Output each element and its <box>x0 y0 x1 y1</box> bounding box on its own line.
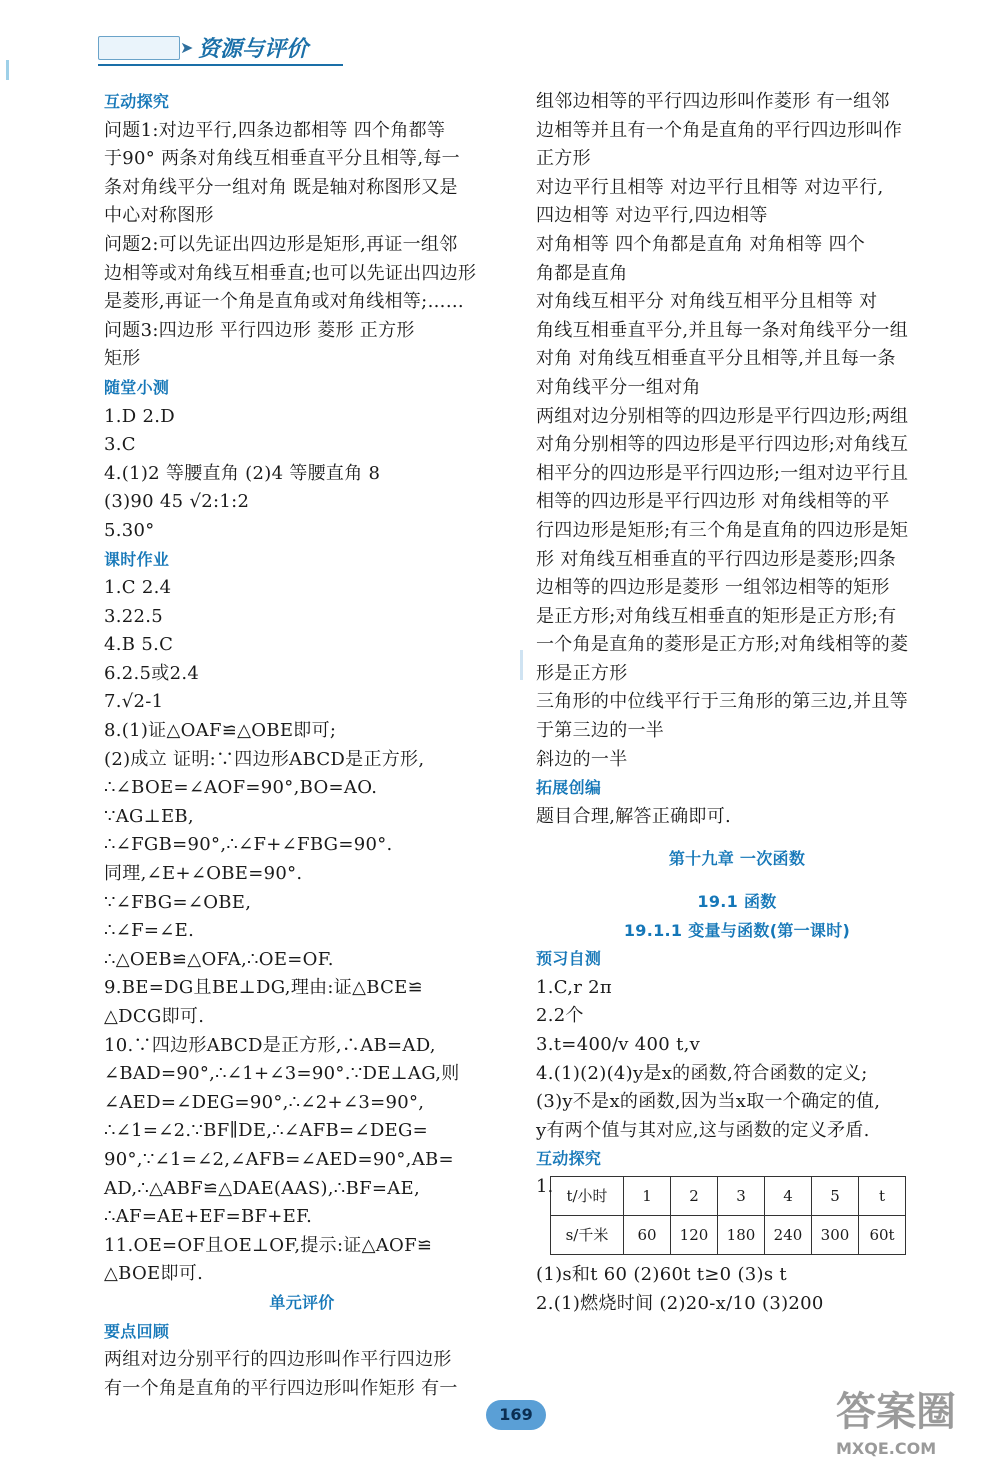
text-line: 6.2.5或2.4 <box>104 662 200 684</box>
text-line: 形 对角线互相垂直的平行四边形是菱形;四条 <box>536 548 897 570</box>
header-decor-box <box>98 36 180 60</box>
table-cell: 240 <box>765 1215 812 1254</box>
section-heading: 课时作业 <box>104 549 170 569</box>
text-line: ∴∠FGB=90°,∴∠F+∠FBG=90°. <box>104 834 393 856</box>
text-line: 两组对边分别平行的四边形叫作平行四边形 <box>104 1349 452 1371</box>
chapter-heading: 第十九章 一次函数 <box>668 849 806 869</box>
text-line: 行四边形是矩形;有三个角是直角的四边形是矩 <box>536 519 909 541</box>
table-cell: 120 <box>671 1215 718 1254</box>
spacer <box>536 874 938 888</box>
arrow-icon: ➤ <box>180 38 194 57</box>
text-line: 相等的四边形是平行四边形 对角线相等的平 <box>536 491 890 513</box>
page-header <box>98 30 348 68</box>
text-line: 两组对边分别相等的四边形是平行四边形;两组 <box>536 405 909 427</box>
table-cell: 4 <box>765 1176 812 1215</box>
text-line: 对角分别相等的四边形是平行四边形;对角线互 <box>536 434 909 456</box>
text-line: ∵AG⊥EB, <box>104 805 194 827</box>
chapter-heading: 19.1 函数 <box>697 892 777 912</box>
table-cell: 2 <box>671 1176 718 1215</box>
text-line: ∠AED=∠DEG=90°,∴∠2+∠3=90°, <box>104 1091 425 1113</box>
text-line: ∴∠1=∠2.∵BF∥DE,∴∠AFB=∠DEG= <box>104 1120 429 1142</box>
text-line: △BOE即可. <box>104 1263 204 1285</box>
watermark-url: MXQE.COM <box>836 1439 937 1458</box>
text-line: 一个角是直角的菱形是正方形;对角线相等的菱 <box>536 634 909 656</box>
column-divider-mark <box>520 650 523 680</box>
watermark-logo: 答案圈 <box>836 1389 956 1435</box>
text-line: 题目合理,解答正确即可. <box>536 805 732 827</box>
text-line: 11.OE=OF且OE⊥OF,提示:证△AOF≌ <box>104 1234 433 1256</box>
watermark <box>836 1380 986 1470</box>
table-cell: t <box>859 1176 906 1215</box>
text-line: y有两个值与其对应,这与函数的定义矛盾. <box>536 1119 870 1141</box>
chapter-heading: 单元评价 <box>269 1292 335 1312</box>
header-rule <box>98 64 343 66</box>
text-line: 90°,∵∠1=∠2,∠AFB=∠AED=90°,AB= <box>104 1148 454 1170</box>
text-line: 4.(1)(2)(4)y是x的函数,符合函数的定义; <box>536 1062 868 1084</box>
text-line: 边相等并且有一个角是直角的平行四边形叫作 <box>536 119 902 141</box>
left-column <box>104 88 500 1403</box>
text-line: 是正方形;对角线互相垂直的矩形是正方形;有 <box>536 605 897 627</box>
table-row <box>551 1215 906 1254</box>
table-cell: 60t <box>859 1215 906 1254</box>
text-line: 角线互相垂直平分,并且每一条对角线平分一组 <box>536 319 909 341</box>
text-line: 正方形 <box>536 148 591 170</box>
text-line: 问题1:对边平行,四条边都相等 四个角都等 <box>104 119 446 141</box>
table-cell: 300 <box>812 1215 859 1254</box>
text-line: 对角线互相平分 对角线互相平分且相等 对 <box>536 291 878 313</box>
text-line: 有一个角是直角的平行四边形叫作矩形 有一 <box>104 1377 458 1399</box>
text-line: 对角相等 四个角都是直角 对角相等 四个 <box>536 233 866 255</box>
header-title: 资源与评价 <box>198 37 309 62</box>
right-column <box>536 88 938 1318</box>
text-line: 斜边的一半 <box>536 748 628 770</box>
text-line: 三角形的中位线平行于三角形的第三边,并且等 <box>536 691 909 713</box>
text-line: 问题2:可以先证出四边形是矩形,再证一组邻 <box>104 233 458 255</box>
text-line: 于90° 两条对角线互相垂直平分且相等,每一 <box>104 148 460 170</box>
text-line: 是菱形,再证一个角是直角或对角线相等;…… <box>104 291 465 313</box>
text-line: 4.(1)2 等腰直角 (2)4 等腰直角 8 <box>104 462 381 484</box>
text-line: 1.D 2.D <box>104 405 176 427</box>
section-heading: 互动探究 <box>536 1149 602 1169</box>
text-line: 同理,∠E+∠OBE=90°. <box>104 863 303 885</box>
text-line: 1.C 2.4 <box>104 577 172 599</box>
text-line: 对角 对角线互相垂直平分且相等,并且每一条 <box>536 348 896 370</box>
text-line: 边相等或对角线互相垂直;也可以先证出四边形 <box>104 262 477 284</box>
text-line: 矩形 <box>104 348 141 370</box>
text-line: (2)成立 证明:∵四边形ABCD是正方形, <box>104 748 425 770</box>
text-line: 于第三边的一半 <box>536 720 665 742</box>
text-line: AD,∴△ABF≌△DAE(AAS),∴BF=AE, <box>104 1177 421 1199</box>
text-line: 边相等的四边形是菱形 一组邻边相等的矩形 <box>536 577 890 599</box>
text-line: 3.C <box>104 434 136 456</box>
section-heading: 拓展创编 <box>536 778 602 798</box>
text-line: 2.(1)燃烧时间 (2)20-x/10 (3)200 <box>536 1292 824 1314</box>
table-row <box>551 1176 906 1215</box>
text-line: 角都是直角 <box>536 262 628 284</box>
chapter-heading: 19.1.1 变量与函数(第一课时) <box>623 920 851 940</box>
table-cell: 5 <box>812 1176 859 1215</box>
text-line: 5.30° <box>104 519 155 541</box>
text-line: 10.∵四边形ABCD是正方形,∴AB=AD, <box>104 1034 436 1056</box>
text-line: △DCG即可. <box>104 1006 205 1027</box>
text-line: (1)s和t 60 (2)60t t≥0 (3)s t <box>536 1263 787 1285</box>
table-cell: s/千米 <box>551 1215 624 1254</box>
text-line: 4.B 5.C <box>104 634 174 656</box>
text-line: 3.t=400/v 400 t,v <box>536 1034 701 1055</box>
text-line: 9.BE=DG且BE⊥DG,理由:证△BCE≌ <box>104 977 423 999</box>
text-line: 7.√2-1 <box>104 691 164 713</box>
text-line: ∴∠BOE=∠AOF=90°,BO=AO. <box>104 777 378 799</box>
text-line: 对边平行且相等 对边平行且相等 对边平行, <box>536 176 884 198</box>
section-heading: 预习自测 <box>536 949 602 969</box>
text-line: 8.(1)证△OAF≌△OBE即可; <box>104 720 337 742</box>
page-number: 169 <box>486 1400 546 1430</box>
text-line: 3.22.5 <box>104 605 164 627</box>
text-line: 2.2个 <box>536 1005 584 1027</box>
text-line: ∵∠FBG=∠OBE, <box>104 891 252 913</box>
table-cell: 180 <box>718 1215 765 1254</box>
text-line: ∴△OEB≌△OFA,∴OE=OF. <box>104 948 334 970</box>
text-line: 条对角线平分一组对角 既是轴对称图形又是 <box>104 176 458 198</box>
table-cell: 1 <box>624 1176 671 1215</box>
text-line: ∴AF=AE+EF=BF+EF. <box>104 1206 313 1228</box>
text-line: (3)90 45 √2:1:2 <box>104 491 250 513</box>
section-heading: 互动探究 <box>104 92 170 111</box>
text-line: 1.C,r 2π <box>536 976 613 998</box>
text-line: 对角线平分一组对角 <box>536 376 701 398</box>
spacer <box>536 831 938 845</box>
text-line: 相平分的四边形是平行四边形;一组对边平行且 <box>536 462 909 484</box>
table-block <box>536 1176 938 1255</box>
edge-mark <box>6 60 9 80</box>
text-line: 四边相等 对边平行,四边相等 <box>536 205 768 227</box>
text-line: 中心对称图形 <box>104 205 214 227</box>
data-table <box>550 1176 906 1255</box>
text-line: 问题3:四边形 平行四边形 菱形 正方形 <box>104 319 415 341</box>
text-line: 组邻边相等的平行四边形叫作菱形 有一组邻 <box>536 91 890 112</box>
text-line: ∠BAD=90°,∴∠1+∠3=90°.∵DE⊥AG,则 <box>104 1063 460 1085</box>
section-heading: 要点回顾 <box>104 1321 170 1341</box>
text-line: (3)y不是x的函数,因为当x取一个确定的值, <box>536 1091 881 1113</box>
table-cell: 3 <box>718 1176 765 1215</box>
table-prefix: 1. <box>536 1175 554 1197</box>
table-cell: 60 <box>624 1215 671 1254</box>
section-heading: 随堂小测 <box>104 377 170 397</box>
table-cell: t/小时 <box>551 1176 624 1215</box>
text-line: ∴∠F=∠E. <box>104 920 195 942</box>
text-line: 形是正方形 <box>536 662 628 684</box>
